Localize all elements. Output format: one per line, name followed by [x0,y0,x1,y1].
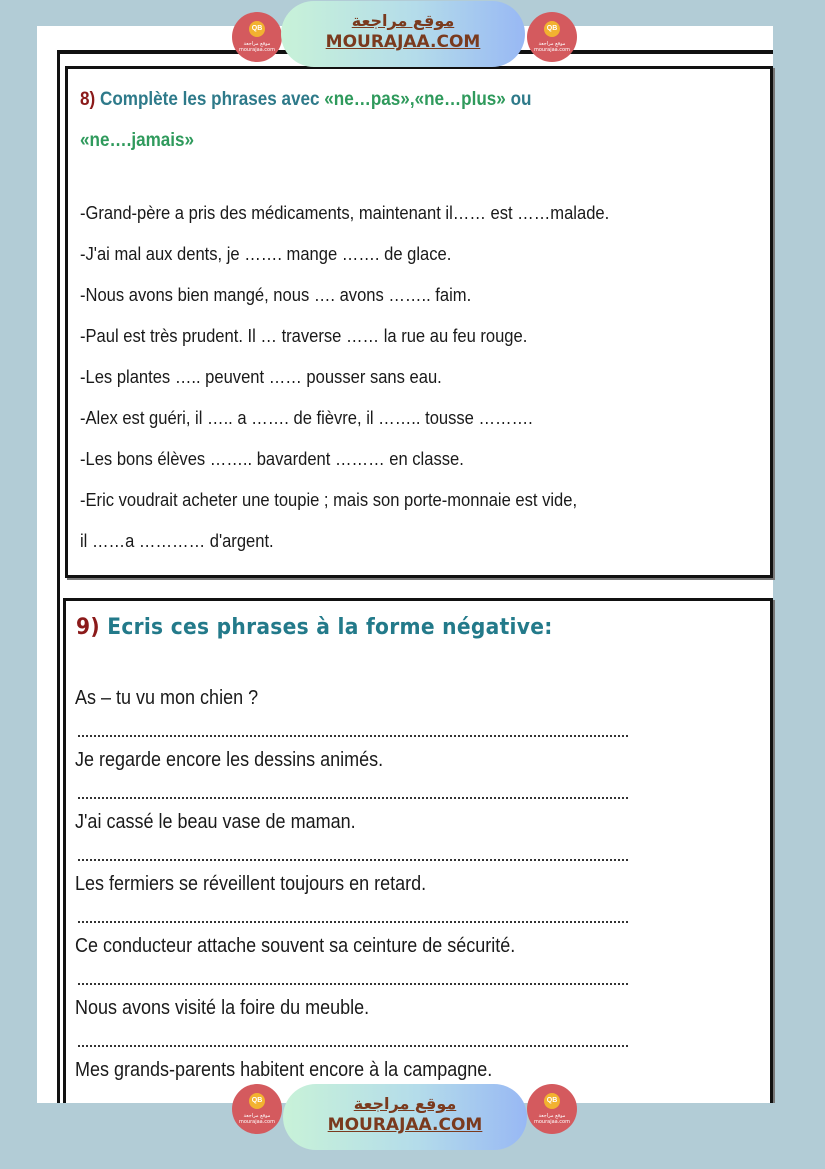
watermark-badge-left [232,1084,282,1134]
sentence: J'ai cassé le beau vase de maman. [75,811,356,833]
sentence: Mes grands-parents habitent encore à la campagne. [75,1059,493,1081]
logo-icon: QB [544,21,560,37]
badge-text: موقع مراجعة mourajaa.com [533,1113,570,1125]
answer-line[interactable] [78,983,628,987]
title-text: Complète les phrases avec [95,89,325,110]
sentence: Nous avons visité la foire du meuble. [75,997,370,1019]
watermark-badge-left [232,12,282,62]
sentence: -Eric voudrait acheter une toupie ; mais son porte-monnaie est vide, [80,490,578,510]
watermark-arabic: موقع مراجعة [351,11,455,30]
sentence: -Les bons élèves …….. bavardent ……… en classe. [80,449,464,469]
sentence: Les fermiers se réveillent toujours en retard. [75,873,427,895]
badge-text: موقع مراجعة mourajaa.com [238,1113,275,1125]
answer-line[interactable] [78,921,628,925]
watermark-badge-right [527,12,577,62]
exercise-number: 9) [76,615,100,640]
sentence: As – tu vu mon chien ? [75,687,259,709]
sentence: -Nous avons bien mangé, nous …. avons …….. faim. [80,285,472,305]
exercise-number: 8) [80,89,96,110]
sentence: Je regarde encore les dessins animés. [75,749,384,771]
exercise-9-title [76,615,553,640]
logo-icon: QB [249,1093,265,1109]
watermark-badge-right [527,1084,577,1134]
badge-text: موقع مراجعة mourajaa.com [238,41,275,53]
sentence: -Grand-père a pris des médicaments, maintenant il…… est ……malade. [80,203,610,223]
watermark-banner-bottom[interactable] [283,1084,527,1150]
answer-line[interactable] [78,735,628,739]
answer-line[interactable] [78,1045,628,1049]
exercise-8-title [80,79,656,161]
sentence: il ……a ………… d'argent. [80,531,274,551]
logo-icon: QB [544,1093,560,1109]
title-quote: «ne…pas»,«ne…plus» [324,89,506,110]
watermark-banner-top[interactable] [281,1,525,67]
sentence: -Les plantes ….. peuvent …… pousser sans eau. [80,367,442,387]
title-text: Ecris ces phrases à la forme négative: [99,615,553,640]
page-border-left [57,50,60,1103]
logo-icon: QB [249,21,265,37]
title-text: ou [505,89,532,110]
answer-line[interactable] [78,797,628,801]
watermark-site-link[interactable]: MOURAJAA.COM [327,1115,483,1135]
answer-line[interactable] [78,859,628,863]
sentence: -Alex est guéri, il ….. a ……. de fièvre, il …….. tousse ………. [80,408,533,428]
title-quote: «ne….jamais» [80,130,195,151]
sentence: -J'ai mal aux dents, je ……. mange ……. de glace. [80,244,452,264]
sentence: -Paul est très prudent. Il … traverse …… la rue au feu rouge. [80,326,528,346]
exercise-8-box [65,66,773,578]
sentence: Ce conducteur attache souvent sa ceinture de sécurité. [75,935,516,957]
exercise-9-box [63,598,773,1121]
badge-text: موقع مراجعة mourajaa.com [533,41,570,53]
watermark-arabic: موقع مراجعة [353,1094,457,1113]
watermark-site-link[interactable]: MOURAJAA.COM [325,32,481,52]
